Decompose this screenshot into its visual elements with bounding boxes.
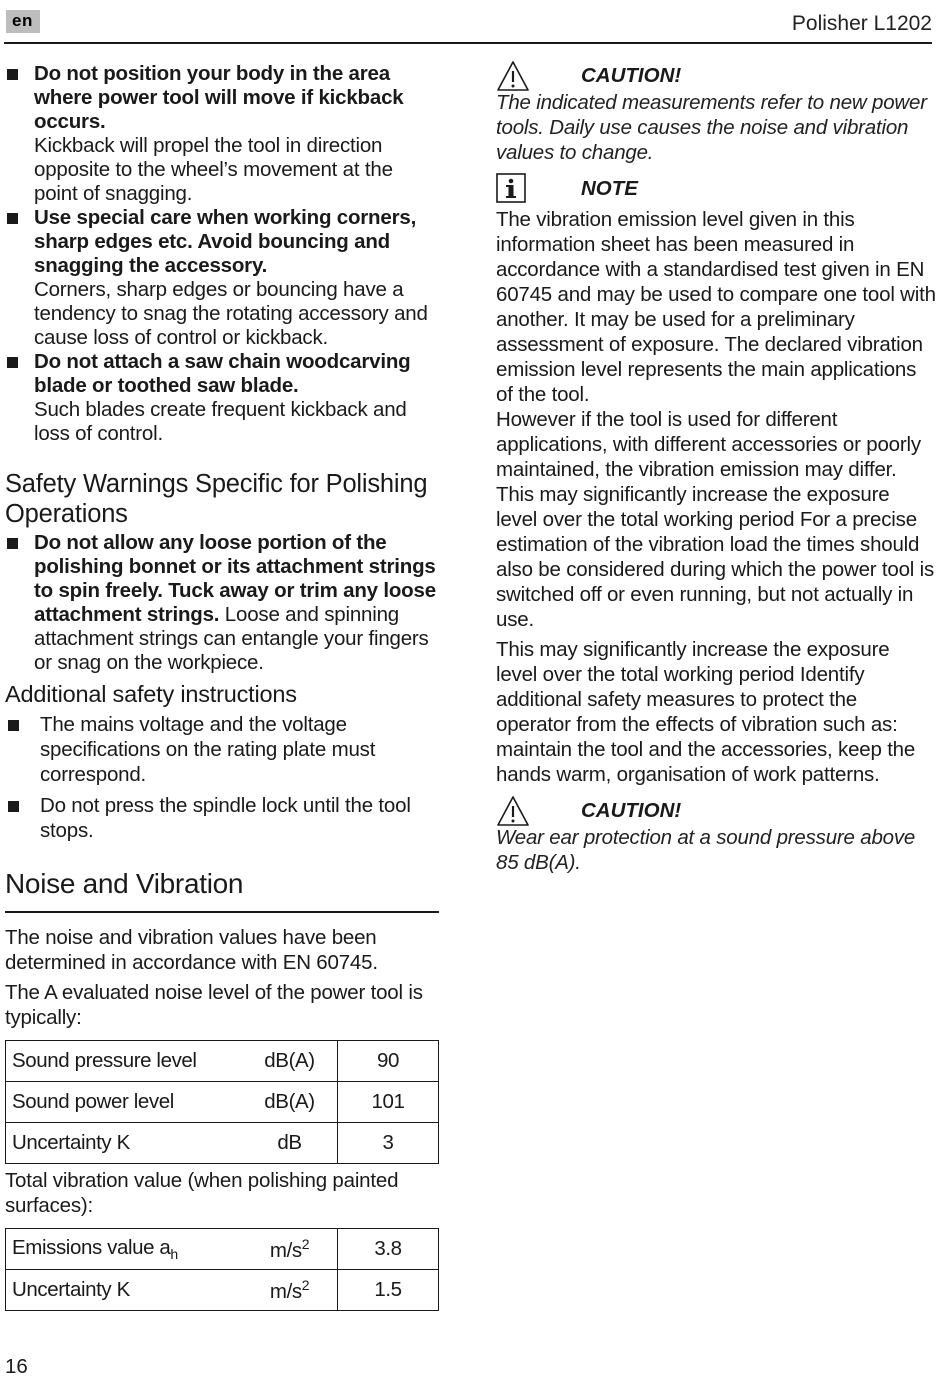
bullet-mains-voltage <box>5 712 439 787</box>
bullet-square-icon <box>7 69 18 80</box>
left-column <box>5 62 439 1311</box>
page-header <box>4 8 932 44</box>
caution-text: The indicated measurements refer to new power tools. Daily use causes the noise and vibration values to change. <box>496 91 927 164</box>
row-value: 101 <box>338 1082 439 1123</box>
row-name <box>6 1270 243 1311</box>
bullet-square-icon <box>7 213 18 224</box>
table-row <box>6 1270 439 1311</box>
bullet-square-icon <box>8 801 19 812</box>
noise-paragraph-1: The noise and vibration values have been determined in accordance with EN 60745. <box>5 926 378 974</box>
bullet-bold-text: Use special care when working corners, sharp edges etc. Avoid bouncing and snagging the accessory. <box>34 206 417 277</box>
row-value: 3.8 <box>338 1229 439 1270</box>
row-unit-text: m/s <box>269 1279 302 1303</box>
right-column <box>496 62 936 875</box>
polishing-heading: Safety Warnings Specific for Polishing Operations <box>5 470 428 528</box>
row-name: Sound pressure level <box>6 1041 243 1082</box>
page-number: 16 <box>5 1355 28 1378</box>
row-name <box>6 1229 243 1270</box>
row-value: 3 <box>338 1123 439 1164</box>
bullet-square-icon <box>7 357 18 368</box>
row-unit: dB(A) <box>242 1041 338 1082</box>
info-icon <box>496 173 526 208</box>
row-name-subscript: h <box>170 1246 178 1263</box>
note-label: NOTE <box>581 177 638 200</box>
bullet-polishing-bonnet <box>5 531 439 675</box>
row-value: 90 <box>338 1041 439 1082</box>
table-row <box>6 1123 439 1164</box>
warning-triangle-icon <box>496 795 530 832</box>
note-paragraph-2: However if the tool is used for different applications, with different accessories or poorly maintained, the vibration emission may differ. <box>496 408 921 481</box>
caution-header <box>496 62 936 90</box>
note-paragraph-3: This may significantly increase the exposure level over the total working period For a precise estimation of the vibration load the times should also be considered during which the power tool is switched off or even running, but not actually in use. <box>496 483 935 631</box>
additional-safety-heading: Additional safety instructions <box>5 681 297 707</box>
row-unit-text: m/s <box>269 1238 302 1262</box>
table-row <box>6 1229 439 1270</box>
bullet-text: Such blades create frequent kickback and loss of control. <box>34 398 407 445</box>
row-name-text: Emissions value a <box>12 1235 171 1259</box>
note-header <box>496 175 936 203</box>
bullet-bold-text: Do not allow any loose portion of the polishing bonnet or its attachment strings to spin freely. Tuck away or trim any loose attachment strings. <box>34 531 436 626</box>
bullet-spindle-lock <box>5 793 439 843</box>
bullet-kickback-position <box>5 62 439 206</box>
bullet-bold-text: Do not position your body in the area where power tool will move if kickback occurs. <box>34 62 404 133</box>
row-unit-superscript: 2 <box>301 1235 310 1252</box>
note-paragraph-1: The vibration emission level given in this information sheet has been measured in accordance with a standardised test given in EN 60745 and may be used to compare one tool with another. It may be used for a preliminary assessment of exposure. The declared vibration emission level represents the main applications of the tool. <box>496 208 936 406</box>
bullet-bold-text: Do not attach a saw chain woodcarving blade or toothed saw blade. <box>34 350 411 397</box>
caution-header <box>496 797 936 825</box>
bullet-saw-chain <box>5 350 439 446</box>
bullet-text: Kickback will propel the tool in direction opposite to the wheel’s movement at the point of snagging. <box>34 134 393 205</box>
row-unit: dB <box>242 1123 338 1164</box>
bullet-text: Loose and spinning attachment strings can entangle your fingers or snag on the workpiece. <box>34 603 429 674</box>
vibration-caption: Total vibration value (when polishing painted surfaces): <box>5 1169 399 1217</box>
noise-paragraph-2: The A evaluated noise level of the power tool is typically: <box>5 981 423 1029</box>
caution-text: Wear ear protection at a sound pressure above 85 dB(A). <box>496 826 916 874</box>
row-name: Uncertainty K <box>6 1123 243 1164</box>
bullet-corners <box>5 206 439 350</box>
noise-table <box>5 1040 439 1164</box>
bullet-text: Corners, sharp edges or bouncing have a tendency to snag the rotating accessory and cause loss of control or kickback. <box>34 278 428 349</box>
bullet-text: Do not press the spindle lock until the tool stops. <box>40 794 411 842</box>
row-unit-superscript: 2 <box>301 1276 310 1293</box>
document-title: Polisher L1202 <box>791 12 932 35</box>
bullet-text: The mains voltage and the voltage specifications on the rating plate must correspond. <box>40 713 376 786</box>
caution-label: CAUTION! <box>581 64 682 87</box>
row-unit: dB(A) <box>242 1082 338 1123</box>
row-unit <box>242 1229 338 1270</box>
language-badge: en <box>6 10 40 33</box>
row-name-text: Uncertainty K <box>12 1278 130 1301</box>
note-paragraph-4: This may significantly increase the exposure level over the total working period Identify additional safety measures to protect the operator from the effects of vibration such as: maintain the tool and the accessories, keep the hands warm, organisation of work patterns. <box>496 638 916 786</box>
table-row <box>6 1041 439 1082</box>
bullet-square-icon <box>7 538 18 549</box>
table-row <box>6 1082 439 1123</box>
vibration-table <box>5 1228 439 1311</box>
noise-vibration-heading: Noise and Vibration <box>5 867 439 913</box>
warning-triangle-icon <box>496 60 530 97</box>
row-name: Sound power level <box>6 1082 243 1123</box>
caution-label: CAUTION! <box>581 799 682 822</box>
row-unit <box>242 1270 338 1311</box>
bullet-square-icon <box>8 720 19 731</box>
row-value: 1.5 <box>338 1270 439 1311</box>
